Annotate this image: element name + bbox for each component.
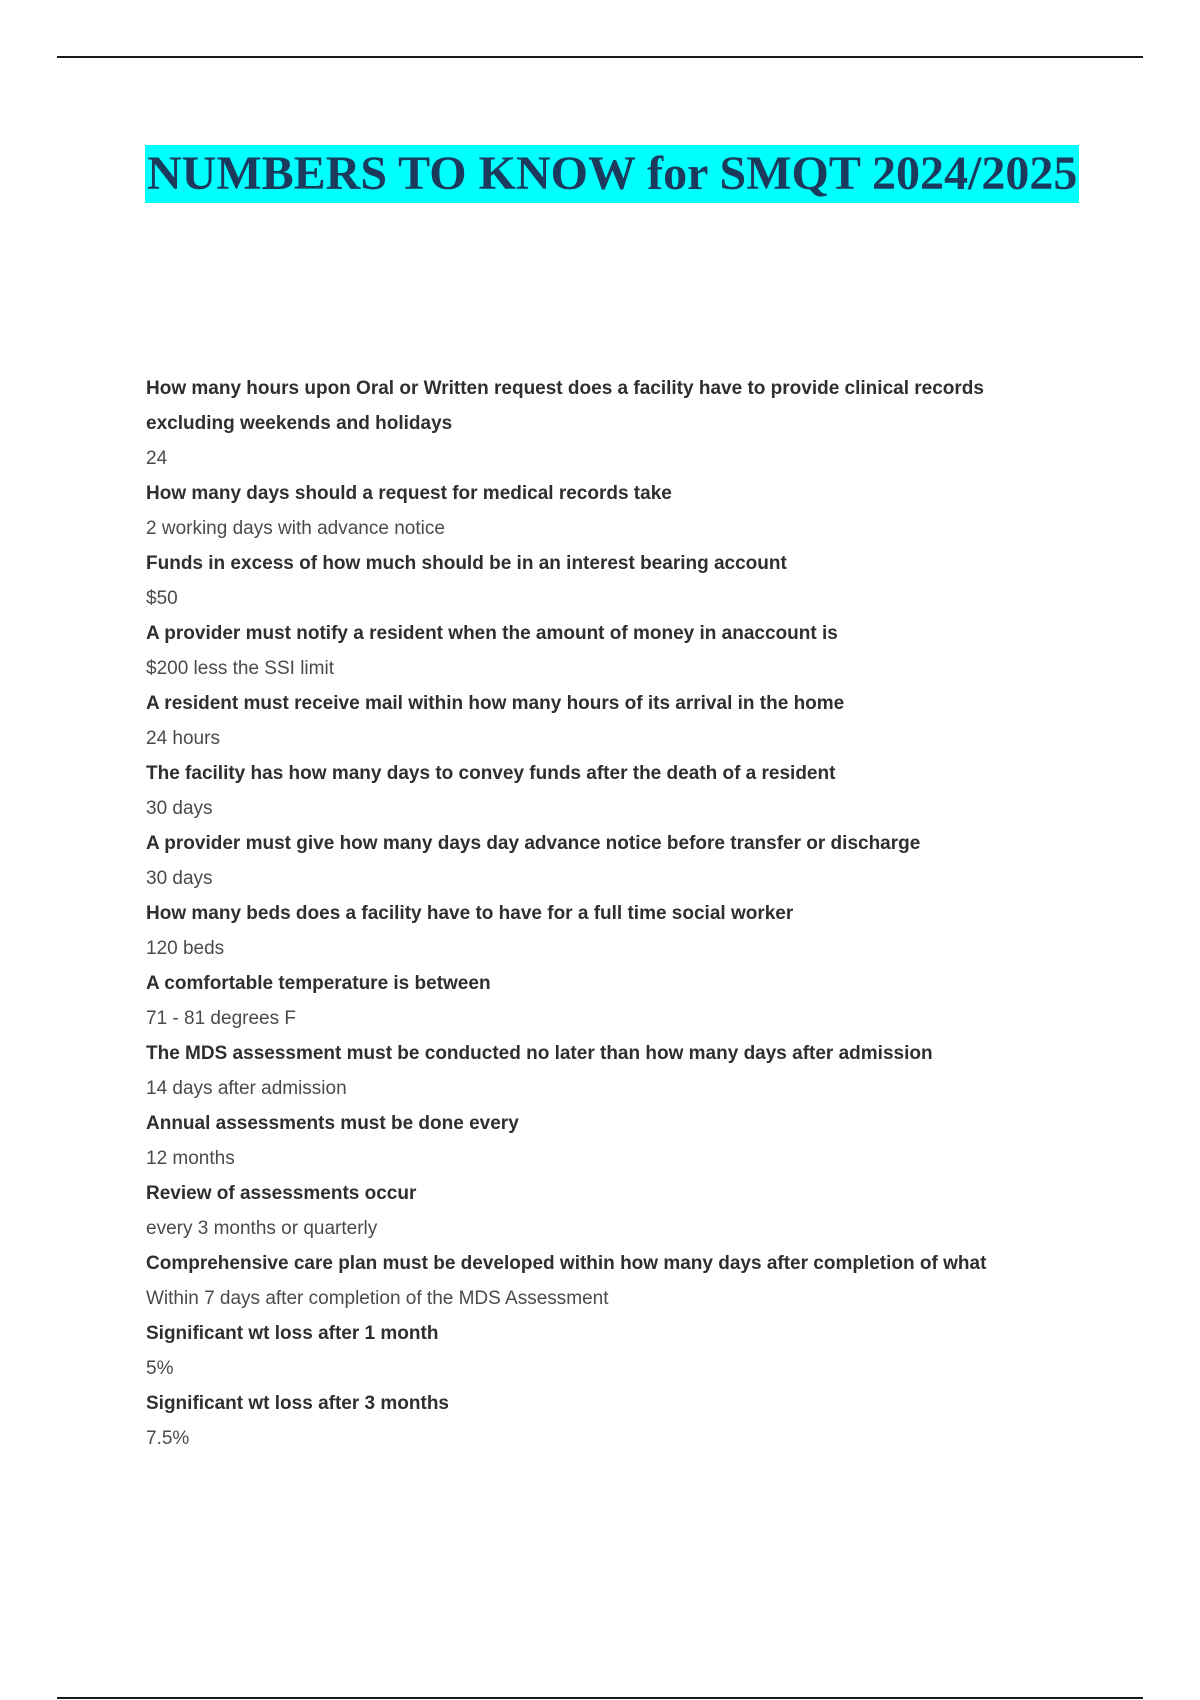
question-text: Review of assessments occur [146,1183,417,1204]
answer-text: 24 hours [146,728,220,749]
qa-list [146,371,1076,1456]
question-text: Comprehensive care plan must be developed within how many days after completion of what [146,1253,987,1274]
qa-item [146,1386,1076,1456]
question-text: A provider must give how many days day advance notice before transfer or discharge [146,833,921,854]
question-text: A provider must notify a resident when the amount of money in anaccount is [146,623,838,644]
answer-text: 120 beds [146,938,225,959]
qa-item [146,371,1076,476]
answer-text: every 3 months or quarterly [146,1218,378,1239]
question-text: How many hours upon Oral or Written request does a facility have to provide clinical records excluding weekends and holidays [146,378,984,434]
answer-text: 14 days after admission [146,1078,347,1099]
answer-text: Within 7 days after completion of the MDS Assessment [146,1288,609,1309]
question-text: How many days should a request for medical records take [146,483,672,504]
answer-text: 30 days [146,868,213,889]
question-text: Significant wt loss after 3 months [146,1393,449,1414]
qa-item [146,546,1076,616]
answer-text: 24 [146,448,168,469]
qa-item [146,896,1076,966]
qa-item [146,686,1076,756]
page-title: NUMBERS TO KNOW for SMQT 2024/2025 [145,145,1079,203]
qa-item [146,476,1076,546]
top-rule [57,56,1143,58]
answer-text: 71 - 81 degrees F [146,1008,296,1029]
question-text: Significant wt loss after 1 month [146,1323,439,1344]
answer-text: 5% [146,1358,174,1379]
answer-text: $50 [146,588,178,609]
question-text: Funds in excess of how much should be in an interest bearing account [146,553,787,574]
question-text: A comfortable temperature is between [146,973,491,994]
qa-item [146,826,1076,896]
answer-text: 30 days [146,798,213,819]
question-text: Annual assessments must be done every [146,1113,519,1134]
bottom-rule [57,1697,1143,1699]
qa-item [146,1246,1076,1316]
qa-item [146,616,1076,686]
title-block [145,145,1079,203]
question-text: How many beds does a facility have to have for a full time social worker [146,903,794,924]
answer-text: 12 months [146,1148,235,1169]
answer-text: $200 less the SSI limit [146,658,334,679]
answer-text: 7.5% [146,1428,190,1449]
question-text: The MDS assessment must be conducted no later than how many days after admission [146,1043,933,1064]
qa-item [146,1316,1076,1386]
answer-text: 2 working days with advance notice [146,518,445,539]
question-text: A resident must receive mail within how many hours of its arrival in the home [146,693,845,714]
qa-item [146,966,1076,1036]
qa-item [146,756,1076,826]
question-text: The facility has how many days to convey funds after the death of a resident [146,763,836,784]
qa-item [146,1106,1076,1176]
qa-item [146,1036,1076,1106]
qa-item [146,1176,1076,1246]
